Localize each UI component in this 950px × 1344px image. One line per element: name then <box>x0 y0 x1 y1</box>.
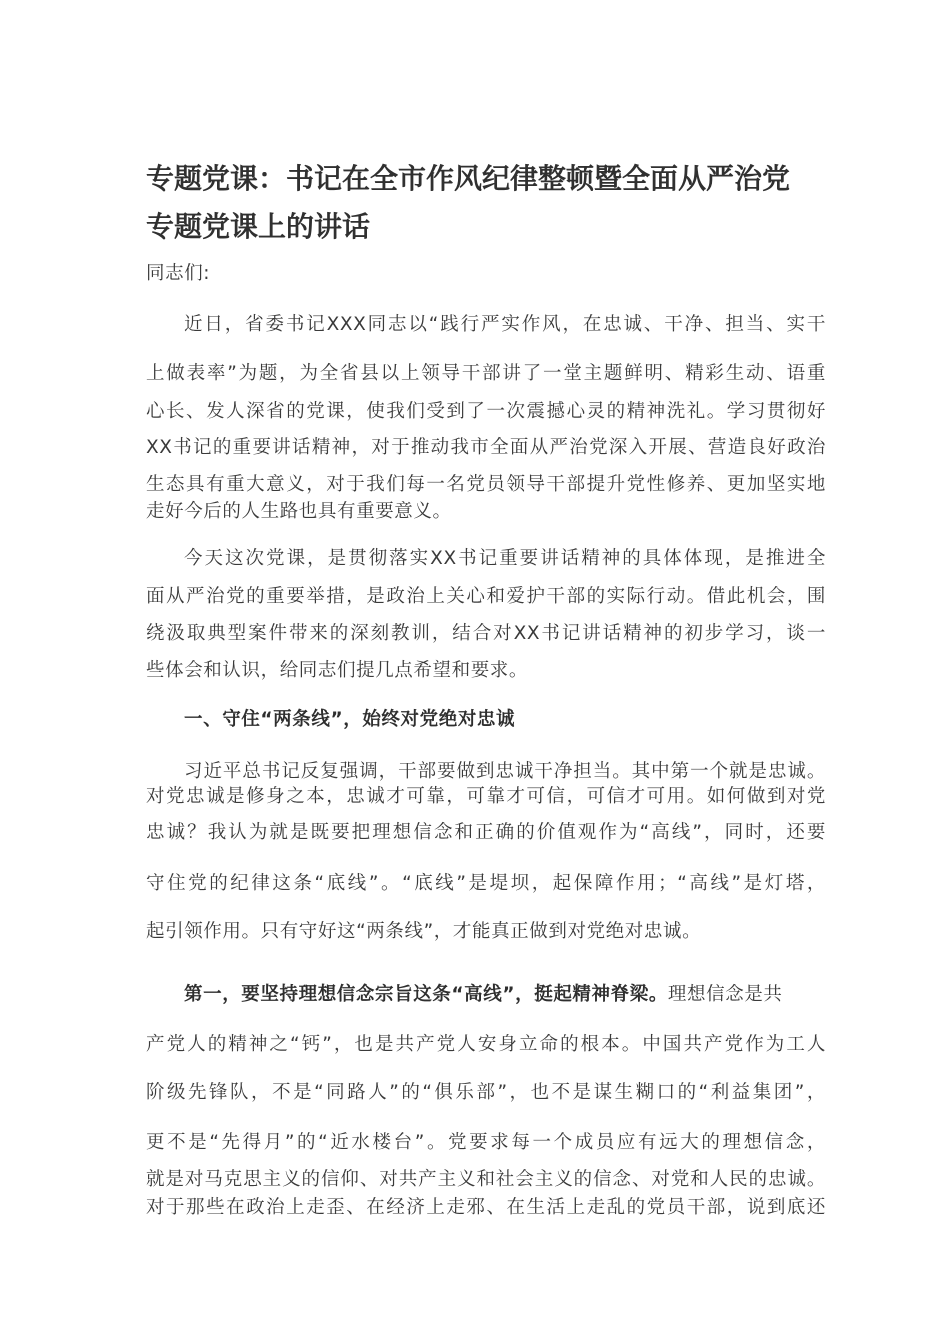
title-line-2: 专题党课上的讲话 <box>146 210 371 243</box>
p2-line-4: 些体会和认识，给同志们提几点希望和要求。 <box>146 660 529 681</box>
p3-line-1: 习近平总书记反复强调，干部要做到忠诚干净担当。其中第一个就是忠诚。 <box>184 761 826 782</box>
p4-line-2: 产党人的精神之“钙”，也是共产党人安身立命的根本。中国共产党作为工人 <box>146 1034 826 1055</box>
p1-line-2: 上做表率”为题，为全省县以上领导干部讲了一堂主题鲜明、精彩生动、语重 <box>146 363 826 384</box>
p4-line-1 <box>184 983 826 1007</box>
p1-line-1: 近日，省委书记XXX同志以“践行严实作风，在忠诚、干净、担当、实干 <box>184 314 826 335</box>
p3-line-3: 忠诚？我认为就是既要把理想信念和正确的价值观作为“高线”，同时，还要 <box>146 822 826 843</box>
p4-line-4: 更不是“先得月”的“近水楼台”。党要求每一个成员应有远大的理想信念， <box>146 1132 826 1153</box>
p2-line-3: 绕汲取典型案件带来的深刻教训，结合对XX书记讲话精神的初步学习，谈一 <box>146 623 826 644</box>
p1-line-5: 生态具有重大意义，对于我们每一名党员领导干部提升党性修养、更加坚实地 <box>146 474 826 495</box>
p1-line-3: 心长、发人深省的党课，使我们受到了一次震撼心灵的精神洗礼。学习贯彻好 <box>146 401 826 422</box>
p2-line-1: 今天这次党课，是贯彻落实XX书记重要讲话精神的具体体现，是推进全 <box>184 548 826 569</box>
p4-bold-lead: 第一，要坚持理想信念宗旨这条“高线”，挺起精神脊梁。 <box>184 984 668 1005</box>
p1-line-6: 走好今后的人生路也具有重要意义。 <box>146 501 452 522</box>
p4-line-3: 阶级先锋队，不是“同路人”的“俱乐部”，也不是谋生糊口的“利益集团”， <box>146 1082 826 1103</box>
p4-line-6: 对于那些在政治上走歪、在经济上走邪、在生活上走乱的党员干部，说到底还 <box>146 1197 826 1218</box>
document-title <box>146 155 826 251</box>
p2-line-2: 面从严治党的重要举措，是政治上关心和爱护干部的实际行动。借此机会，围 <box>146 586 826 607</box>
p3-line-5: 起引领作用。只有守好这“两条线”，才能真正做到对党绝对忠诚。 <box>146 921 702 942</box>
p3-line-2: 对党忠诚是修身之本，忠诚才可靠，可靠才可信，可信才可用。如何做到对党 <box>146 786 826 807</box>
salutation: 同志们: <box>146 263 211 284</box>
p4-first-rest: 理想信念是共 <box>667 984 783 1005</box>
p4-line-5: 就是对马克思主义的信仰、对共产主义和社会主义的信念、对党和人民的忠诚。 <box>146 1169 826 1190</box>
p1-line-4: XX书记的重要讲话精神，对于推动我市全面从严治党深入开展、营造良好政治 <box>146 437 826 458</box>
section-heading-1: 一、守住“两条线”，始终对党绝对忠诚 <box>184 709 516 730</box>
title-line-1: 专题党课：书记在全市作风纪律整顿暨全面从严治党 <box>146 162 791 195</box>
p3-line-4: 守住党的纪律这条“底线”。“底线”是堤坝，起保障作用；“高线”是灯塔， <box>146 873 826 894</box>
